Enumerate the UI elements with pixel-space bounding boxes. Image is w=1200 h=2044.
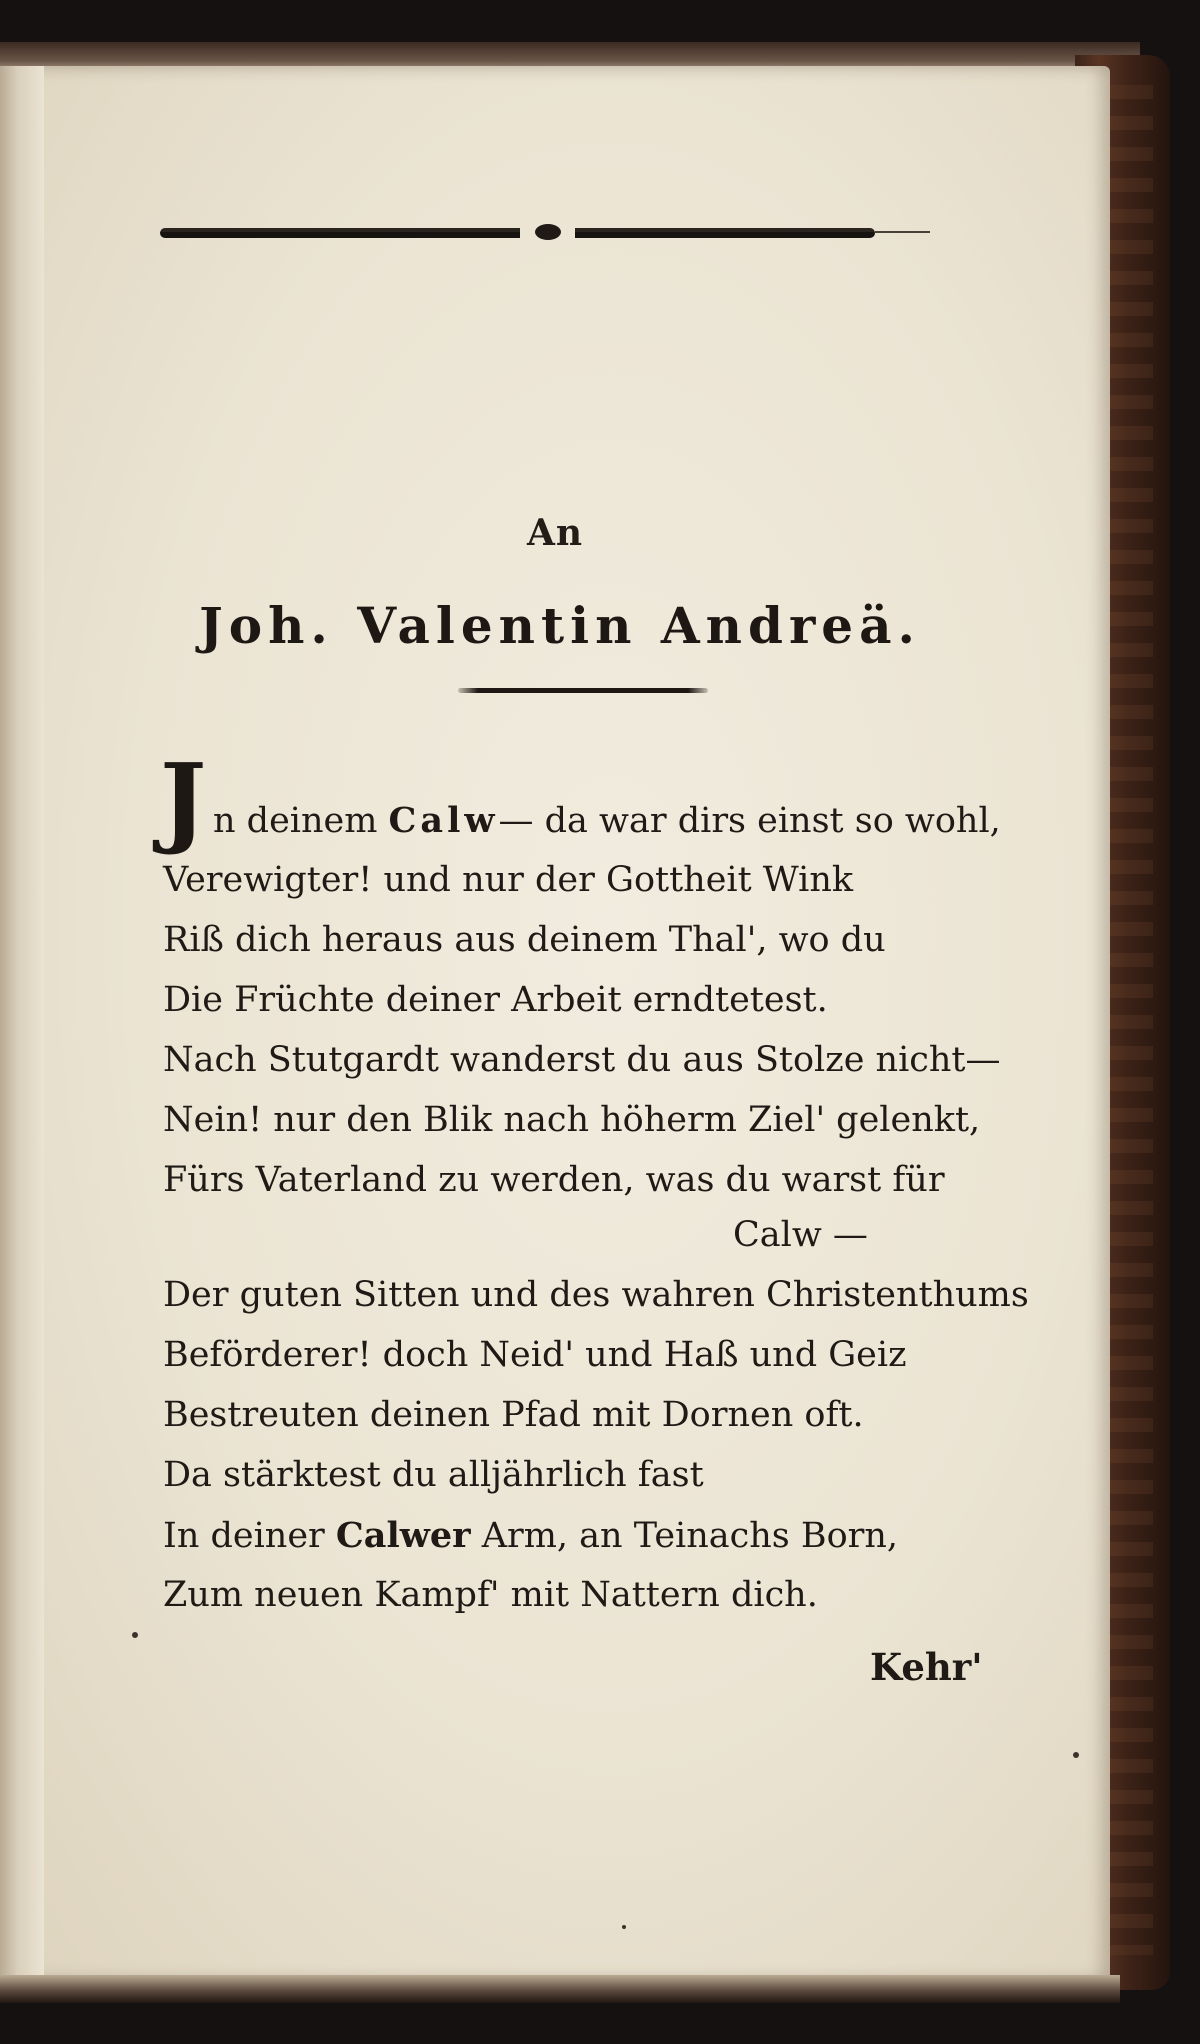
ornament-center-diamond bbox=[535, 224, 561, 240]
cover-bottom-edge bbox=[0, 1975, 1120, 2003]
heading-preposition: An bbox=[526, 512, 584, 554]
poem-line-2: Verewigter! und nur der Gottheit Wink bbox=[163, 860, 854, 900]
poem-line-7: Fürs Vaterland zu werden, was du warst für bbox=[163, 1160, 945, 1200]
poem-line-1: n deinem Calw— da war dirs einst so wohl, bbox=[213, 800, 1001, 841]
paper-speck bbox=[1073, 1752, 1079, 1758]
poem-line-12: In deiner Calwer Arm, an Teinachs Born, bbox=[163, 1515, 899, 1556]
heading-divider-rule bbox=[458, 688, 708, 693]
heading-dedicatee-name: Joh. Valentin Andreä. bbox=[199, 596, 921, 655]
poem-line-3: Riß dich heraus aus deinem Thal', wo du bbox=[163, 920, 886, 960]
paper-speck bbox=[132, 1632, 138, 1638]
poem-line-9: Beförderer! doch Neid' und Haß und Geiz bbox=[163, 1335, 907, 1375]
paper-speck bbox=[622, 1925, 626, 1929]
poem-line-10: Bestreuten deinen Pfad mit Dornen oft. bbox=[163, 1395, 864, 1435]
poem-line-5: Nach Stutgardt wanderst du aus Stolze nicht— bbox=[163, 1040, 1001, 1080]
poem-line-8: Der guten Sitten und des wahren Christenthums bbox=[163, 1275, 1029, 1315]
page-spine-fold bbox=[0, 66, 44, 1981]
catchword: Kehr' bbox=[870, 1645, 983, 1689]
poem-line-6: Nein! nur den Blik nach höherm Ziel' gelenkt, bbox=[163, 1100, 981, 1140]
poem-emphasis-calw: Calw bbox=[388, 800, 499, 841]
ornament-rule-tail bbox=[875, 231, 930, 233]
poem-line-11: Da stärktest du alljährlich fast bbox=[163, 1455, 704, 1495]
poem-drop-cap: J bbox=[160, 743, 207, 858]
poem-line-7-continuation: Calw — bbox=[733, 1215, 868, 1255]
poem-emphasis-calwer: Calwer bbox=[335, 1515, 471, 1556]
ornament-rule-left bbox=[160, 228, 520, 238]
bleed-through-shadow bbox=[160, 300, 940, 486]
ornament-rule-right bbox=[575, 228, 875, 238]
poem-line-13: Zum neuen Kampf' mit Nattern dich. bbox=[163, 1575, 818, 1615]
poem-line-4: Die Früchte deiner Arbeit erndtetest. bbox=[163, 980, 828, 1020]
